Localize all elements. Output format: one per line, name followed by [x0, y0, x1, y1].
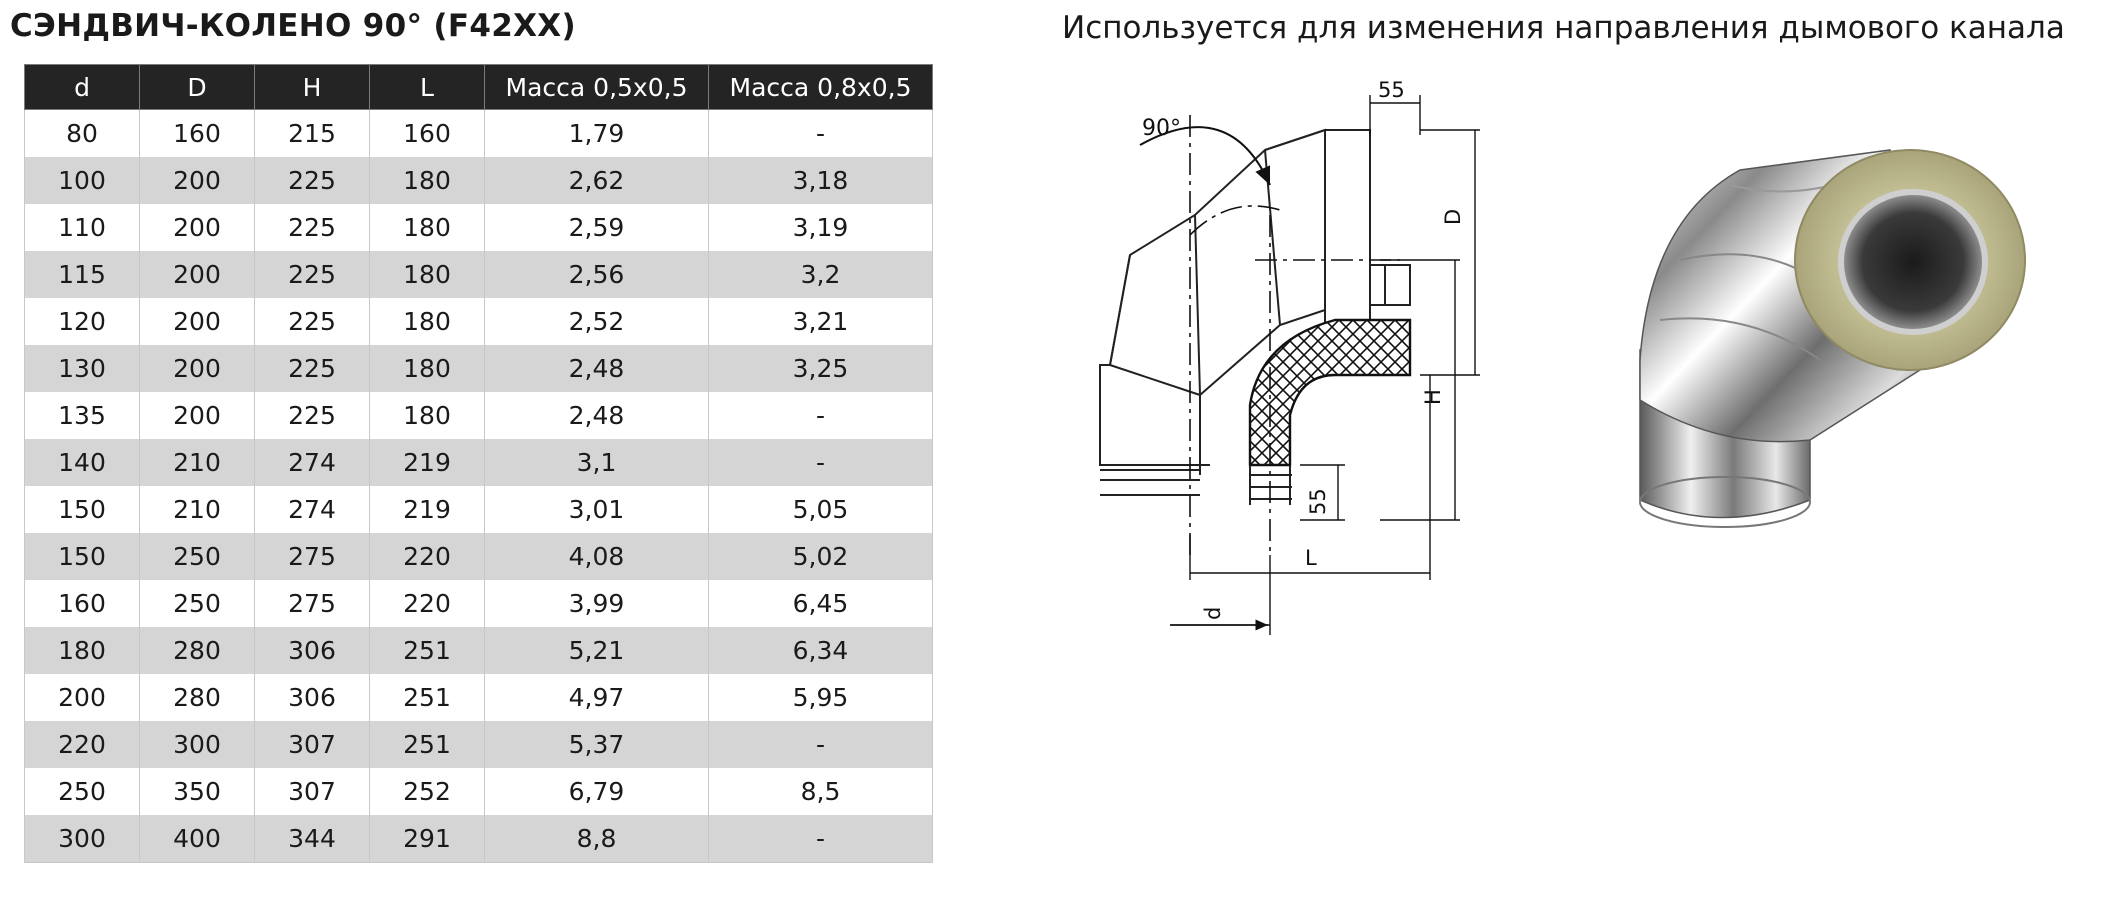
dim-H — [1380, 260, 1460, 520]
cell-D: 200 — [140, 298, 255, 345]
cell-mass-08: 3,2 — [709, 251, 933, 298]
cell-L: 220 — [370, 580, 485, 627]
cell-D: 200 — [140, 251, 255, 298]
cell-D: 280 — [140, 627, 255, 674]
cell-D: 200 — [140, 392, 255, 439]
cell-mass-05: 2,59 — [485, 204, 709, 251]
product-description: Используется для изменения направления дымового канала — [1062, 10, 2065, 46]
col-header-L: L — [370, 65, 485, 110]
table-header-row — [25, 65, 933, 110]
cell-d: 130 — [25, 345, 140, 392]
inner-pipe-outline — [1250, 465, 1292, 505]
dim-D-label: D — [1441, 208, 1465, 225]
cell-L: 160 — [370, 110, 485, 158]
cell-H: 307 — [255, 768, 370, 815]
cell-L: 251 — [370, 627, 485, 674]
cell-H: 225 — [255, 251, 370, 298]
cell-L: 219 — [370, 486, 485, 533]
cell-mass-08: 6,45 — [709, 580, 933, 627]
cell-H: 307 — [255, 721, 370, 768]
cell-mass-05: 3,99 — [485, 580, 709, 627]
cell-H: 225 — [255, 157, 370, 204]
cell-mass-08: 3,25 — [709, 345, 933, 392]
cell-H: 275 — [255, 580, 370, 627]
technical-drawing — [1080, 75, 1600, 655]
product-photo — [1620, 140, 2040, 560]
cell-D: 200 — [140, 157, 255, 204]
cell-d: 250 — [25, 768, 140, 815]
cell-H: 306 — [255, 627, 370, 674]
cell-L: 251 — [370, 721, 485, 768]
dim-H-label: H — [1421, 389, 1445, 405]
cell-D: 250 — [140, 580, 255, 627]
cell-L: 219 — [370, 439, 485, 486]
table-row — [25, 486, 933, 533]
cell-d: 115 — [25, 251, 140, 298]
cell-D: 160 — [140, 110, 255, 158]
cell-d: 110 — [25, 204, 140, 251]
cell-mass-08: 8,5 — [709, 768, 933, 815]
cell-D: 200 — [140, 345, 255, 392]
dim-d — [1170, 555, 1270, 635]
cell-d: 150 — [25, 486, 140, 533]
cell-H: 225 — [255, 298, 370, 345]
table-row — [25, 110, 933, 158]
cell-mass-05: 2,48 — [485, 345, 709, 392]
cell-D: 400 — [140, 815, 255, 863]
cell-mass-08: - — [709, 110, 933, 158]
cell-d: 200 — [25, 674, 140, 721]
cell-mass-05: 3,01 — [485, 486, 709, 533]
table-row — [25, 580, 933, 627]
cell-mass-08: - — [709, 439, 933, 486]
col-header-H: H — [255, 65, 370, 110]
cell-d: 150 — [25, 533, 140, 580]
page-title: СЭНДВИЧ-КОЛЕНО 90° (F42XX) — [10, 8, 576, 44]
table-row — [25, 721, 933, 768]
cell-H: 225 — [255, 392, 370, 439]
table-row — [25, 298, 933, 345]
cell-H: 274 — [255, 486, 370, 533]
cell-L: 180 — [370, 345, 485, 392]
specs-table — [24, 64, 933, 863]
col-header-D: D — [140, 65, 255, 110]
cell-mass-08: 3,18 — [709, 157, 933, 204]
cell-d: 140 — [25, 439, 140, 486]
cell-L: 291 — [370, 815, 485, 863]
cell-d: 220 — [25, 721, 140, 768]
col-header-mass-05: Масса 0,5x0,5 — [485, 65, 709, 110]
cell-mass-08: 5,02 — [709, 533, 933, 580]
cell-d: 135 — [25, 392, 140, 439]
cell-D: 210 — [140, 439, 255, 486]
cell-mass-05: 5,21 — [485, 627, 709, 674]
cell-mass-08: 5,05 — [709, 486, 933, 533]
cell-d: 300 — [25, 815, 140, 863]
cell-H: 274 — [255, 439, 370, 486]
cell-D: 210 — [140, 486, 255, 533]
cell-H: 275 — [255, 533, 370, 580]
cell-H: 344 — [255, 815, 370, 863]
table-row — [25, 674, 933, 721]
table-row — [25, 204, 933, 251]
angle-label: 90° — [1142, 116, 1181, 141]
col-header-d: d — [25, 65, 140, 110]
cell-D: 300 — [140, 721, 255, 768]
cell-mass-08: - — [709, 815, 933, 863]
cell-mass-08: 3,19 — [709, 204, 933, 251]
cell-mass-05: 4,97 — [485, 674, 709, 721]
cell-mass-08: - — [709, 721, 933, 768]
cell-H: 215 — [255, 110, 370, 158]
cell-mass-08: 5,95 — [709, 674, 933, 721]
cell-mass-05: 3,1 — [485, 439, 709, 486]
cell-L: 180 — [370, 392, 485, 439]
cell-mass-05: 2,62 — [485, 157, 709, 204]
cell-D: 250 — [140, 533, 255, 580]
table-row — [25, 768, 933, 815]
table-row — [25, 345, 933, 392]
cell-mass-08: - — [709, 392, 933, 439]
cell-L: 252 — [370, 768, 485, 815]
cell-mass-05: 6,79 — [485, 768, 709, 815]
table-row — [25, 533, 933, 580]
col-header-mass-08: Масса 0,8x0,5 — [709, 65, 933, 110]
cell-D: 280 — [140, 674, 255, 721]
cell-d: 180 — [25, 627, 140, 674]
cell-L: 180 — [370, 298, 485, 345]
table-row — [25, 251, 933, 298]
cell-L: 180 — [370, 251, 485, 298]
table-row — [25, 815, 933, 863]
dim-lower-55-label: 55 — [1306, 488, 1330, 515]
cell-H: 225 — [255, 345, 370, 392]
table-row — [25, 392, 933, 439]
cell-D: 350 — [140, 768, 255, 815]
cell-L: 251 — [370, 674, 485, 721]
cell-L: 180 — [370, 157, 485, 204]
table-row — [25, 439, 933, 486]
cell-mass-05: 1,79 — [485, 110, 709, 158]
table-row — [25, 157, 933, 204]
cell-mass-08: 3,21 — [709, 298, 933, 345]
photo-inner-pipe — [1841, 192, 1985, 332]
cell-H: 306 — [255, 674, 370, 721]
cell-d: 160 — [25, 580, 140, 627]
table-body — [25, 110, 933, 863]
table-row — [25, 627, 933, 674]
cell-L: 220 — [370, 533, 485, 580]
dim-top-55-label: 55 — [1378, 78, 1405, 102]
cell-H: 225 — [255, 204, 370, 251]
cell-D: 200 — [140, 204, 255, 251]
cell-d: 120 — [25, 298, 140, 345]
cell-mass-05: 5,37 — [485, 721, 709, 768]
insulation-section — [1250, 320, 1410, 465]
dim-L-label: L — [1305, 546, 1317, 570]
cell-d: 80 — [25, 110, 140, 158]
cell-d: 100 — [25, 157, 140, 204]
cell-mass-05: 2,52 — [485, 298, 709, 345]
dim-d-label: d — [1201, 606, 1225, 620]
cell-mass-05: 8,8 — [485, 815, 709, 863]
cell-mass-08: 6,34 — [709, 627, 933, 674]
dim-D — [1420, 130, 1480, 375]
cell-mass-05: 2,56 — [485, 251, 709, 298]
cell-mass-05: 4,08 — [485, 533, 709, 580]
cell-mass-05: 2,48 — [485, 392, 709, 439]
cell-L: 180 — [370, 204, 485, 251]
